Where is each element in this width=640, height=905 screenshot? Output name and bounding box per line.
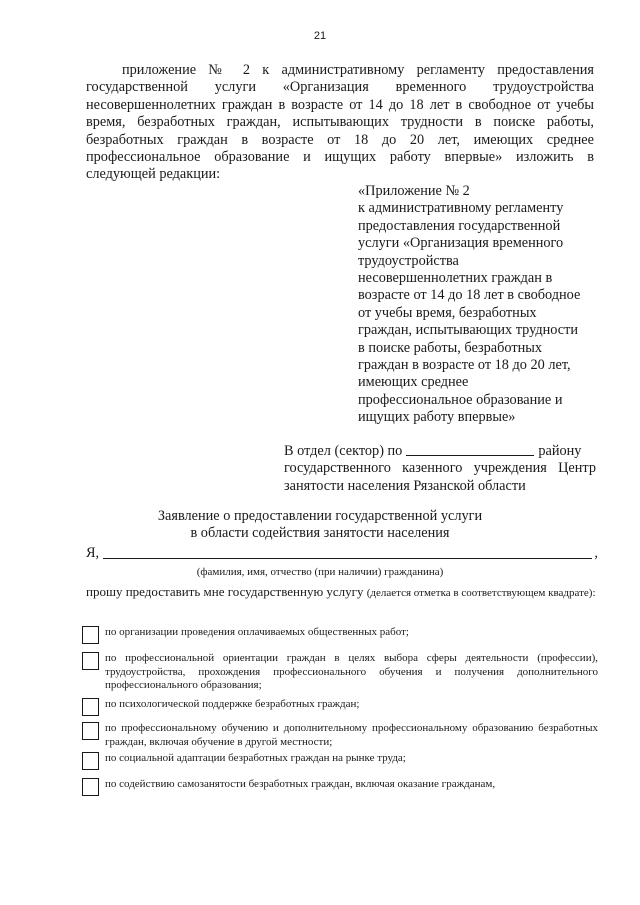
appendix-line: от учебы время, безработных [358, 304, 537, 321]
checkbox[interactable] [82, 698, 99, 716]
option-public-works [82, 626, 598, 644]
option-label: по организации проведения оплачиваемых общественных работ; [105, 626, 409, 638]
page-number: 21 [313, 30, 327, 42]
option-self-employment [82, 778, 598, 796]
applicant-name-row [86, 544, 598, 562]
appendix-header [358, 183, 598, 427]
request-main: прошу предоставить мне государственную услугу [86, 584, 364, 599]
request-note: (делается отметка в соответствующем квадрате): [366, 587, 596, 599]
appendix-line: предоставления государственной [358, 217, 561, 234]
checkbox[interactable] [82, 778, 99, 796]
option-label: по профессиональному обучению и дополнительному профессиональному образованию безработных граждан, включая обучение в другой местности; [105, 722, 598, 748]
appendix-line: услуги «Организация временного [358, 235, 564, 252]
option-label: по психологической поддержке безработных граждан; [105, 698, 360, 710]
name-prefix: Я, [86, 545, 100, 561]
name-suffix: , [594, 545, 598, 561]
checkbox[interactable] [82, 626, 99, 644]
appendix-line: «Приложение № 2 [358, 183, 470, 199]
appendix-line: к административному регламенту [358, 200, 564, 217]
title-line: Заявление о предоставлении государственной услуги [157, 508, 483, 524]
appendix-line: возрасте от 14 до 18 лет в свободное [358, 287, 581, 304]
addressee-block [284, 443, 596, 495]
document-title [0, 508, 640, 543]
appendix-line: имеющих среднее [358, 374, 469, 391]
checkbox[interactable] [82, 652, 99, 670]
option-career-guidance [82, 652, 598, 693]
appendix-line: граждан, испытывающих трудности [358, 322, 579, 339]
appendix-line: граждан в возрасте от 18 до 20 лет, [358, 357, 571, 374]
appendix-line: ищущих работу впервые» [358, 409, 516, 426]
appendix-line: профессиональное образование и [358, 391, 563, 408]
appendix-line: трудоустройства [358, 252, 459, 269]
applicant-name-field[interactable] [103, 544, 592, 559]
option-social-adaptation [82, 752, 598, 770]
appendix-line: несовершеннолетних граждан в [358, 270, 553, 287]
request-text [86, 584, 596, 601]
option-label: по профессиональной ориентации граждан в целях выбора сферы деятельности (профессии), трудоустройства, прохождения профессионального обучения и получения дополнительного профессионального образования; [105, 652, 598, 691]
option-label: по социальной адаптации безработных граждан на рынке труда; [105, 752, 406, 764]
option-label: по содействию самозанятости безработных граждан, включая оказание гражданам, [105, 778, 496, 790]
name-caption: (фамилия, имя, отчество (при наличии) гражданина) [196, 566, 444, 578]
appendix-line: в поиске работы, безработных [358, 339, 542, 356]
option-psychological-support [82, 698, 598, 716]
checkbox[interactable] [82, 752, 99, 770]
intro-paragraph: приложение № 2 к административному регламенту предоставления государственной услуги «Организация временного трудоустройства несовершеннолетних граждан в возрасте от 14 до 18 лет в свободное от учебы время, безработных граждан, испытывающих трудности в поиске работы, безработных граждан в возрасте от 18 до 20 лет, имеющих среднее профессиональное образование и ищущих работу впервые» изложить в следующей редакции: [86, 62, 594, 183]
addressee-line-2: государственного казенного учреждения Центр [284, 460, 596, 477]
district-blank-field[interactable] [406, 443, 534, 456]
addressee-suffix: району [538, 443, 582, 459]
addressee-prefix: В отдел (сектор) по [284, 443, 403, 459]
checkbox[interactable] [82, 722, 99, 740]
option-vocational-training [82, 722, 598, 749]
title-line: в области содействия занятости населения [190, 525, 450, 542]
addressee-line-3: занятости населения Рязанской области [284, 477, 526, 494]
